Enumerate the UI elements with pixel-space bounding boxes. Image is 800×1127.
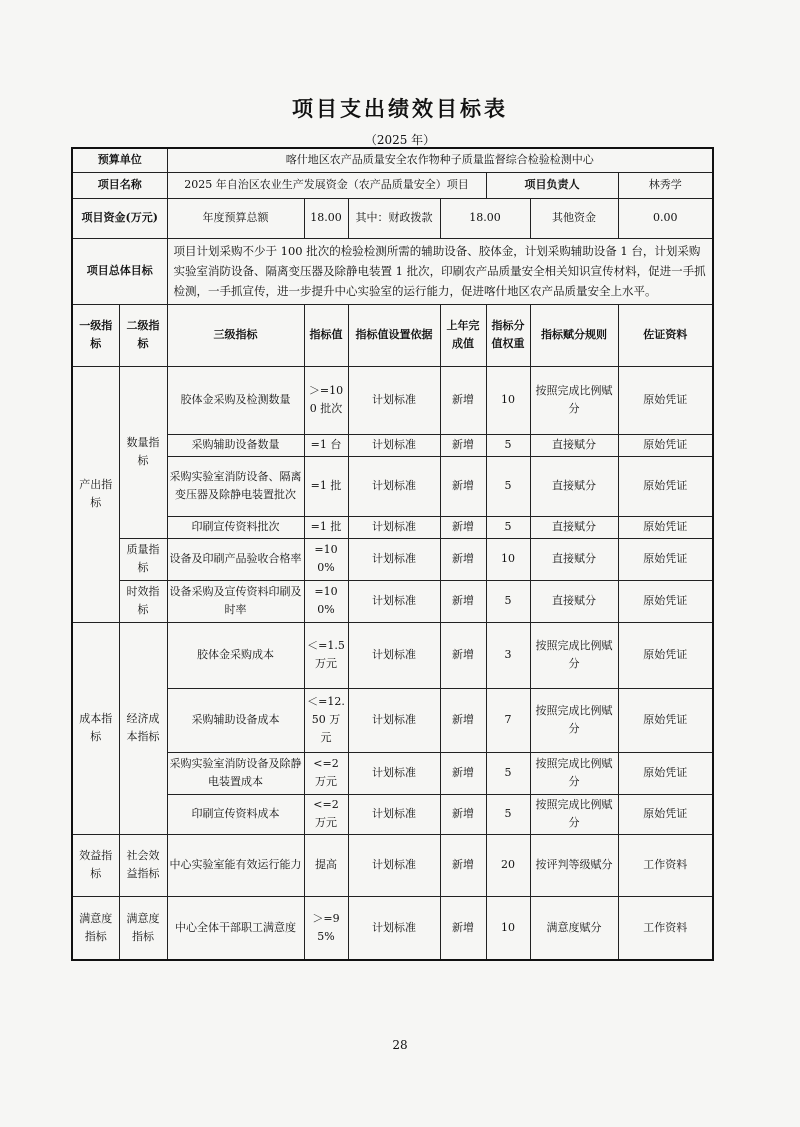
indicator-name: 设备及印刷产品验收合格率 [167, 538, 304, 580]
indicator-last: 新增 [440, 794, 486, 834]
table-row [72, 366, 713, 434]
indicator-last: 新增 [440, 580, 486, 622]
indicator-last: 新增 [440, 538, 486, 580]
indicator-value: =100% [304, 538, 348, 580]
budget-unit-label: 预算单位 [72, 148, 167, 172]
indicator-last: 新增 [440, 622, 486, 688]
col-header: 上年完成值 [440, 304, 486, 366]
indicator-last: 新增 [440, 366, 486, 434]
annual-budget-value: 18.00 [304, 198, 348, 238]
indicator-rule: 按照完成比例赋分 [530, 366, 618, 434]
level1-benefit: 效益指标 [72, 834, 119, 896]
indicator-value: <=2 万元 [304, 794, 348, 834]
table-row [72, 834, 713, 896]
indicator-evidence: 原始凭证 [618, 622, 713, 688]
indicator-basis: 计划标准 [348, 580, 440, 622]
indicator-basis: 计划标准 [348, 622, 440, 688]
page-number: 28 [392, 1038, 408, 1052]
indicator-last: 新增 [440, 434, 486, 456]
annual-budget-label: 年度预算总额 [167, 198, 304, 238]
level1-satisfaction: 满意度指标 [72, 896, 119, 960]
indicator-value: ＞=95% [304, 896, 348, 960]
indicator-last: 新增 [440, 896, 486, 960]
page-title: 项目支出绩效目标表 [292, 96, 508, 121]
indicator-name: 胶体金采购成本 [167, 622, 304, 688]
indicator-rule: 按照完成比例赋分 [530, 752, 618, 794]
indicator-evidence: 工作资料 [618, 834, 713, 896]
indicator-weight: 5 [486, 456, 530, 516]
table-row [72, 516, 713, 538]
level2-economic: 经济成本指标 [119, 622, 167, 834]
project-name-label: 项目名称 [72, 172, 167, 198]
level2-quantity: 数量指标 [119, 366, 167, 538]
indicator-evidence: 原始凭证 [618, 752, 713, 794]
indicator-value: ＜=12.50 万元 [304, 688, 348, 752]
col-header: 指标值设置依据 [348, 304, 440, 366]
indicator-weight: 20 [486, 834, 530, 896]
goal-label: 项目总体目标 [72, 238, 167, 304]
indicator-rule: 直接赋分 [530, 538, 618, 580]
level2-satisfaction: 满意度指标 [119, 896, 167, 960]
indicator-value: ＞=100 批次 [304, 366, 348, 434]
indicator-basis: 计划标准 [348, 688, 440, 752]
indicator-weight: 10 [486, 538, 530, 580]
indicator-basis: 计划标准 [348, 794, 440, 834]
goal-text: 项目计划采购不少于 100 批次的检验检测所需的辅助设备、胶体金，计划采购辅助设备 1 台，计划采购实验室消防设备、隔离变压器及除静电装置 1 批次，印刷农产品质量安全相关知识宣传材料，促进一手抓检测，一手抓宣传，进一步提升中心实验室的运行能力，促进喀什地区农产品质量安全上水平。 [167, 238, 713, 304]
indicator-value: 提高 [304, 834, 348, 896]
col-header: 指标分值权重 [486, 304, 530, 366]
indicator-basis: 计划标准 [348, 516, 440, 538]
col-header: 三级指标 [167, 304, 304, 366]
indicator-rule: 满意度赋分 [530, 896, 618, 960]
indicator-weight: 5 [486, 794, 530, 834]
indicator-basis: 计划标准 [348, 896, 440, 960]
indicator-evidence: 原始凭证 [618, 580, 713, 622]
indicator-evidence: 工作资料 [618, 896, 713, 960]
indicator-value: =1 台 [304, 434, 348, 456]
level2-social: 社会效益指标 [119, 834, 167, 896]
table-row [72, 622, 713, 688]
fiscal-value: 18.00 [440, 198, 530, 238]
indicator-value: =100% [304, 580, 348, 622]
indicator-rule: 按评判等级赋分 [530, 834, 618, 896]
indicator-name: 采购实验室消防设备及除静电装置成本 [167, 752, 304, 794]
indicator-name: 中心全体干部职工满意度 [167, 896, 304, 960]
indicator-value: =1 批 [304, 456, 348, 516]
indicator-rule: 直接赋分 [530, 580, 618, 622]
leader-label: 项目负责人 [486, 172, 618, 198]
table-row [72, 580, 713, 622]
col-header: 指标赋分规则 [530, 304, 618, 366]
project-name-row [72, 172, 713, 198]
indicator-last: 新增 [440, 752, 486, 794]
indicator-basis: 计划标准 [348, 834, 440, 896]
indicator-weight: 10 [486, 366, 530, 434]
indicator-evidence: 原始凭证 [618, 688, 713, 752]
table-row [72, 752, 713, 794]
fiscal-label: 其中：财政拨款 [348, 198, 440, 238]
indicator-basis: 计划标准 [348, 366, 440, 434]
goal-row [72, 238, 713, 304]
col-header: 二级指标 [119, 304, 167, 366]
fund-row [72, 198, 713, 238]
indicator-name: 采购实验室消防设备、隔离变压器及除静电装置批次 [167, 456, 304, 516]
indicator-weight: 5 [486, 752, 530, 794]
indicator-weight: 5 [486, 434, 530, 456]
level1-output: 产出指标 [72, 366, 119, 622]
indicator-evidence: 原始凭证 [618, 434, 713, 456]
indicator-basis: 计划标准 [348, 456, 440, 516]
fund-label: 项目资金(万元) [72, 198, 167, 238]
indicator-last: 新增 [440, 688, 486, 752]
table-row [72, 688, 713, 752]
indicator-value: <=2 万元 [304, 752, 348, 794]
indicator-name: 印刷宣传资料成本 [167, 794, 304, 834]
indicator-name: 印刷宣传资料批次 [167, 516, 304, 538]
column-header-row [72, 304, 713, 366]
indicator-name: 设备采购及宣传资料印刷及时率 [167, 580, 304, 622]
indicator-rule: 直接赋分 [530, 434, 618, 456]
indicator-evidence: 原始凭证 [618, 538, 713, 580]
indicator-evidence: 原始凭证 [618, 516, 713, 538]
col-header: 一级指标 [72, 304, 119, 366]
level2-timeliness: 时效指标 [119, 580, 167, 622]
indicator-last: 新增 [440, 516, 486, 538]
level1-cost: 成本指标 [72, 622, 119, 834]
table-row [72, 456, 713, 516]
indicator-rule: 按照完成比例赋分 [530, 794, 618, 834]
indicator-name: 采购辅助设备成本 [167, 688, 304, 752]
indicator-value: =1 批 [304, 516, 348, 538]
table-row [72, 538, 713, 580]
table-row [72, 434, 713, 456]
other-value: 0.00 [618, 198, 713, 238]
indicator-value: ＜=1.5 万元 [304, 622, 348, 688]
budget-unit-value: 喀什地区农产品质量安全农作物种子质量监督综合检验检测中心 [167, 148, 713, 172]
performance-table [71, 147, 714, 961]
indicator-basis: 计划标准 [348, 538, 440, 580]
indicator-weight: 5 [486, 580, 530, 622]
indicator-evidence: 原始凭证 [618, 366, 713, 434]
indicator-weight: 3 [486, 622, 530, 688]
budget-unit-row [72, 148, 713, 172]
indicator-basis: 计划标准 [348, 434, 440, 456]
year-label: （2025 年） [364, 133, 436, 147]
indicator-weight: 7 [486, 688, 530, 752]
indicator-rule: 直接赋分 [530, 516, 618, 538]
col-header: 佐证资料 [618, 304, 713, 366]
col-header: 指标值 [304, 304, 348, 366]
table-row [72, 794, 713, 834]
indicator-evidence: 原始凭证 [618, 456, 713, 516]
indicator-weight: 10 [486, 896, 530, 960]
indicator-rule: 按照完成比例赋分 [530, 688, 618, 752]
other-label: 其他资金 [530, 198, 618, 238]
project-name-value: 2025 年自治区农业生产发展资金（农产品质量安全）项目 [167, 172, 486, 198]
level2-quality: 质量指标 [119, 538, 167, 580]
indicator-weight: 5 [486, 516, 530, 538]
indicator-rule: 按照完成比例赋分 [530, 622, 618, 688]
indicator-evidence: 原始凭证 [618, 794, 713, 834]
indicator-last: 新增 [440, 456, 486, 516]
leader-value: 林秀学 [618, 172, 713, 198]
table-row [72, 896, 713, 960]
indicator-name: 采购辅助设备数量 [167, 434, 304, 456]
indicator-basis: 计划标准 [348, 752, 440, 794]
indicator-name: 胶体金采购及检测数量 [167, 366, 304, 434]
indicator-rule: 直接赋分 [530, 456, 618, 516]
indicator-last: 新增 [440, 834, 486, 896]
indicator-name: 中心实验室能有效运行能力 [167, 834, 304, 896]
